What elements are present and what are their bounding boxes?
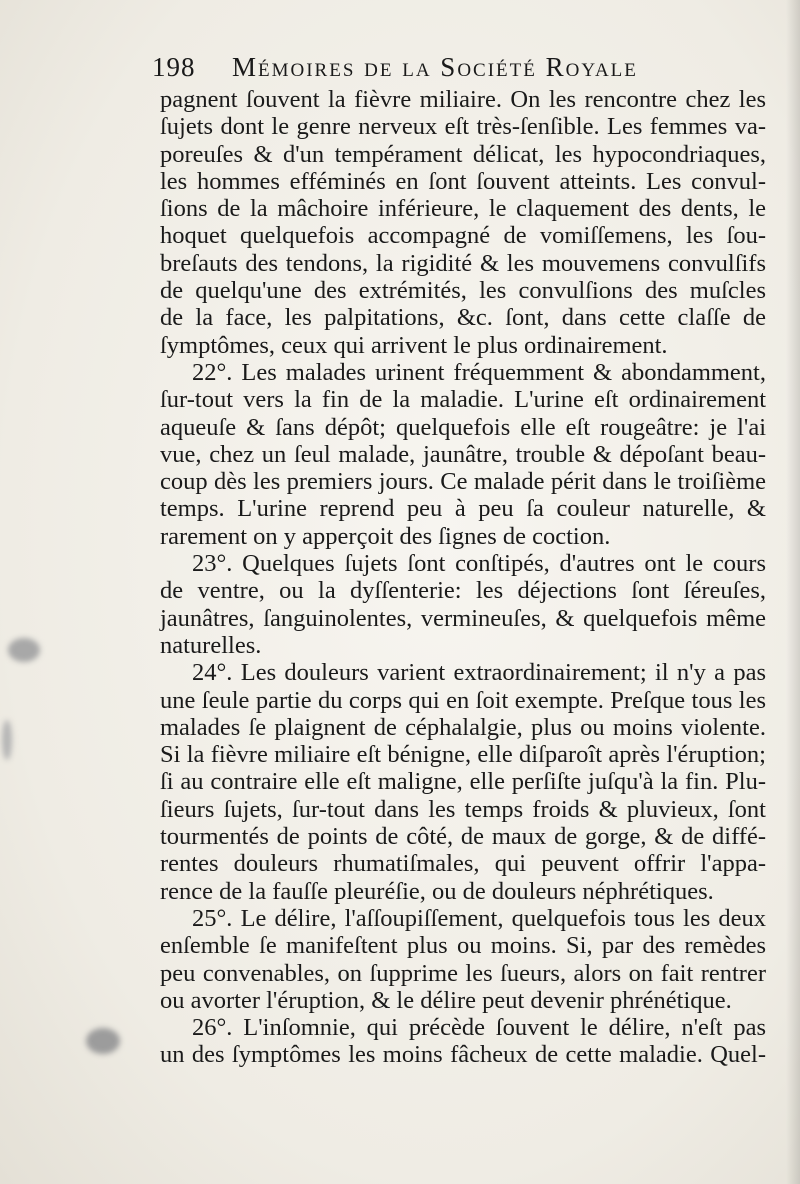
text-line: malades ſe plaignent de céphalalgie, plus ou moins violente. (160, 713, 766, 741)
text-line: de quelqu'une des extrémités, les convulſions des muſcles (160, 277, 766, 305)
text-line: ſujets dont le genre nerveux eſt très-ſenſible. Les femmes va- (160, 113, 766, 141)
text-line: naturelles. (160, 631, 262, 659)
paragraph-start-line: 26°. L'inſomnie, qui précède ſouvent le délire, n'eſt pas (192, 1014, 766, 1042)
text-line: de ventre, ou la dyſſenterie: les déjections ſont ſéreuſes, (160, 577, 766, 605)
ink-blot (8, 638, 40, 662)
text-line: ſions de la mâchoire inférieure, le claquement des dents, le (160, 195, 766, 223)
text-line: rentes douleurs rhumatiſmales, qui peuvent offrir l'appa- (160, 850, 766, 878)
text-line: ſi au contraire elle eſt maligne, elle perſiſte juſqu'à la fin. Plu- (160, 768, 766, 796)
paragraph-start-line: 22°. Les malades urinent fréquemment & abondamment, (192, 358, 766, 386)
text-line: ſur-tout vers la fin de la maladie. L'urine eſt ordinairement (160, 386, 766, 414)
text-line: rarement on y apperçoit des ſignes de coction. (160, 522, 611, 550)
paragraph-start-line: 25°. Le délire, l'aſſoupiſſement, quelquefois tous les deux (192, 904, 766, 932)
ink-blot (86, 1028, 120, 1054)
text-line: un des ſymptômes les moins fâcheux de cette maladie. Quel- (160, 1041, 766, 1069)
text-line: une ſeule partie du corps qui en ſoit exempte. Preſque tous les (160, 686, 766, 714)
text-line: enſemble ſe manifeſtent plus ou moins. Si, par des remèdes (160, 932, 766, 960)
text-line: vue, chez un ſeul malade, jaunâtre, trouble & dépoſant beau- (160, 440, 766, 468)
text-line: tourmentés de points de côté, de maux de gorge, & de diffé- (160, 823, 766, 851)
text-line: pagnent ſouvent la fièvre miliaire. On les rencontre chez les (160, 86, 766, 113)
page-edge-shadow (786, 0, 800, 1184)
text-line: Si la fièvre miliaire eſt bénigne, elle diſparoît après l'éruption; (160, 741, 766, 769)
paragraph-start-line: 23°. Quelques ſujets ſont conſtipés, d'autres ont le cours (192, 550, 766, 578)
text-line: ou avorter l'éruption, & le délire peut devenir phrénétique. (160, 986, 732, 1014)
text-line: ſieurs ſujets, ſur-tout dans les temps froids & pluvieux, ſont (160, 795, 766, 823)
text-line: hoquet quelquefois accompagné de vomiſſemens, les ſou- (160, 222, 766, 250)
text-line: ſymptômes, ceux qui arrivent le plus ordinairement. (160, 331, 668, 359)
text-line: temps. L'urine reprend peu à peu ſa couleur naturelle, & (160, 495, 766, 523)
body-text (160, 86, 766, 1069)
text-line: coup dès les premiers jours. Ce malade périt dans le troiſième (160, 468, 766, 496)
ink-blot (2, 720, 12, 760)
text-line: les hommes efféminés en ſont ſouvent atteints. Les convul- (160, 167, 766, 195)
paragraph-start-line: 24°. Les douleurs varient extraordinairement; il n'y a pas (192, 659, 766, 687)
text-line: breſauts des tendons, la rigidité & les mouvemens convulſifs (160, 249, 766, 277)
running-title: Mémoires de la Société Royale (232, 52, 638, 82)
text-line: aqueuſe & ſans dépôt; quelquefois elle eſt rougeâtre: je l'ai (160, 413, 766, 441)
text-line: peu convenables, on ſupprime les ſueurs, alors on fait rentrer (160, 959, 766, 987)
text-line: rence de la fauſſe pleuréſie, ou de douleurs néphrétiques. (160, 877, 714, 905)
page-number: 198 (152, 52, 196, 82)
text-line: jaunâtres, ſanguinolentes, vermineuſes, & quelquefois même (160, 604, 766, 632)
text-line: poreuſes & d'un tempérament délicat, les hypocondriaques, (160, 140, 766, 168)
text-line: de la face, les palpitations, &c. ſont, dans cette claſſe de (160, 304, 766, 332)
